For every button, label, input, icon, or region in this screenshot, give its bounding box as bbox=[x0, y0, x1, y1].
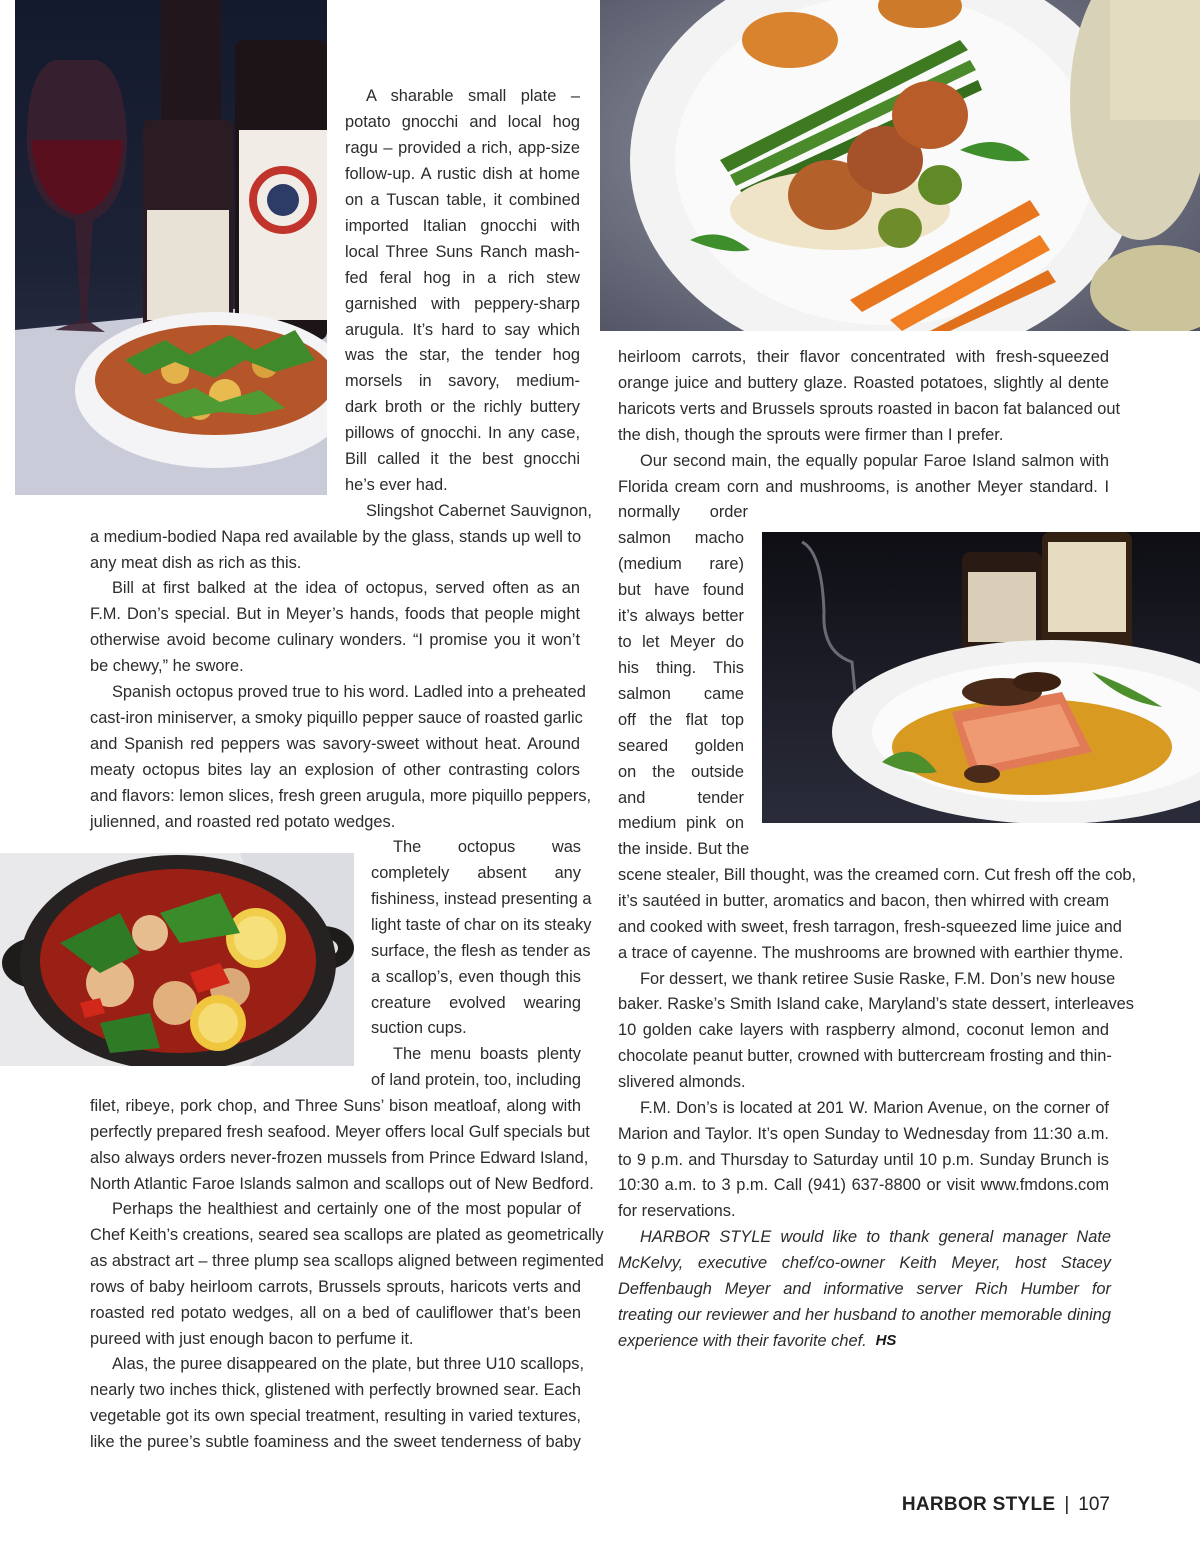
text-line: fishiness, instead presenting a bbox=[371, 890, 592, 908]
text-line: suction cups. bbox=[371, 1019, 467, 1037]
text-line: a trace of cayenne. The mushrooms are browned with earthier thyme. bbox=[618, 944, 1124, 962]
text-line: normally order bbox=[618, 503, 748, 521]
closing-text: experience with their favorite chef. bbox=[618, 1332, 867, 1350]
text-line: perfectly prepared fresh seafood. Meyer offers local Gulf specials but bbox=[90, 1123, 590, 1141]
text-line: Florida cream corn and mushrooms, is another Meyer standard. I bbox=[618, 478, 1109, 496]
text-line: 10:30 a.m. to 3 p.m. Call (941) 637-8800 or visit www.fmdons.com bbox=[618, 1176, 1109, 1194]
text-line: it’s sautéed in butter, aromatics and bacon, then whirred with cream bbox=[618, 892, 1109, 910]
text-line: also always orders never-frozen mussels from Prince Edward Island, bbox=[90, 1149, 589, 1167]
text-line: 10 golden cake layers with raspberry almond, coconut lemon and bbox=[618, 1021, 1109, 1039]
text-line: dark broth or the richly buttery bbox=[345, 398, 580, 416]
text-line: imported Italian gnocchi with bbox=[345, 217, 580, 235]
text-line: For dessert, we thank retiree Susie Raske, F.M. Don’s new house bbox=[640, 970, 1116, 988]
text-line: Slingshot Cabernet Sauvignon, bbox=[366, 502, 592, 520]
text-line: haricots verts and Brussels sprouts roasted in bacon fat balanced out bbox=[618, 400, 1121, 418]
text-line: Chef Keith’s creations, seared sea scallops are plated as geometrically bbox=[90, 1226, 604, 1244]
harbor-style-end-mark bbox=[871, 1331, 901, 1358]
end-mark-text: HS bbox=[875, 1332, 897, 1349]
text-line: pureed with just enough bacon to perfume it. bbox=[90, 1330, 414, 1348]
text-line: HARBOR STYLE would like to thank general manager Nate bbox=[640, 1228, 1111, 1246]
text-line: off the flat top bbox=[618, 711, 744, 729]
text-line: (medium rare) bbox=[618, 555, 744, 573]
text-line: F.M. Don’s is located at 201 W. Marion Avenue, on the corner of bbox=[640, 1099, 1109, 1117]
text-line: orange juice and buttery glaze. Roasted potatoes, slightly al dente bbox=[618, 374, 1109, 392]
text-line: follow-up. A rustic dish at home bbox=[345, 165, 580, 183]
text-line: scene stealer, Bill thought, was the creamed corn. Cut fresh off the cob, bbox=[618, 866, 1137, 884]
text-line: Deffenbaugh Meyer and informative server Rich Humber for bbox=[618, 1280, 1111, 1298]
text-line: of land protein, too, including bbox=[371, 1071, 581, 1089]
text-line: rows of baby heirloom carrots, Brussels sprouts, haricots verts and bbox=[90, 1278, 581, 1296]
text-line: ragu – provided a rich, app-size bbox=[345, 139, 580, 157]
text-line: baker. Raske’s Smith Island cake, Maryland’s state dessert, interleaves bbox=[618, 995, 1134, 1013]
text-line: heirloom carrots, their flavor concentrated with fresh-squeezed bbox=[618, 348, 1109, 366]
text-line: slivered almonds. bbox=[618, 1073, 746, 1091]
scallops-photo bbox=[600, 0, 1200, 331]
text-line: on the outside bbox=[618, 763, 744, 781]
text-line: nearly two inches thick, glistened with perfectly browned sear. Each bbox=[90, 1381, 581, 1399]
text-line: light taste of char on its steaky bbox=[371, 916, 592, 934]
text-line: filet, ribeye, pork chop, and Three Suns’ bison meatloaf, along with bbox=[90, 1097, 581, 1115]
text-line: his thing. This bbox=[618, 659, 744, 677]
octopus-photo bbox=[0, 853, 354, 1066]
text-line: he’s ever had. bbox=[345, 476, 448, 494]
page-footer bbox=[902, 1494, 1110, 1516]
footer-divider: | bbox=[1064, 1494, 1070, 1515]
text-line: morsels in savory, medium- bbox=[345, 372, 580, 390]
text-line: be chewy,” he swore. bbox=[90, 657, 244, 675]
text-line: for reservations. bbox=[618, 1202, 736, 1220]
text-line: Bill called it the best gnocchi bbox=[345, 450, 580, 468]
text-line: A sharable small plate – bbox=[366, 87, 580, 105]
page-number: 107 bbox=[1078, 1494, 1110, 1515]
text-line: creature evolved wearing bbox=[371, 994, 581, 1012]
text-line: and cooked with sweet, fresh tarragon, fresh-squeezed lime juice and bbox=[618, 918, 1122, 936]
text-line: julienned, and roasted red potato wedges. bbox=[90, 813, 396, 831]
text-line: salmon came bbox=[618, 685, 744, 703]
text-line: roasted red potato wedges, all on a bed of cauliflower that’s been bbox=[90, 1304, 581, 1322]
text-line: and tender bbox=[618, 789, 744, 807]
text-line: garnished with peppery-sharp bbox=[345, 295, 580, 313]
text-line: F.M. Don’s special. But in Meyer’s hands, foods that people might bbox=[90, 605, 580, 623]
text-line: North Atlantic Faroe Islands salmon and scallops out of New Bedford. bbox=[90, 1175, 594, 1193]
text-line: completely absent any bbox=[371, 864, 581, 882]
text-line: on a Tuscan table, it combined bbox=[345, 191, 580, 209]
text-line: was the star, the tender hog bbox=[345, 346, 580, 364]
text-line: The menu boasts plenty bbox=[393, 1045, 581, 1063]
text-line: arugula. It’s hard to say which bbox=[345, 321, 580, 339]
text-line: surface, the flesh as tender as bbox=[371, 942, 591, 960]
text-line: local Three Suns Ranch mash- bbox=[345, 243, 580, 261]
text-line: a medium-bodied Napa red available by the glass, stands up well to bbox=[90, 528, 582, 546]
text-line: chocolate peanut butter, crowned with buttercream frosting and thin- bbox=[618, 1047, 1112, 1065]
text-line: to let Meyer do bbox=[618, 633, 744, 651]
text-line: cast-iron miniserver, a smoky piquillo pepper sauce of roasted garlic bbox=[90, 709, 583, 727]
text-line: any meat dish as rich as this. bbox=[90, 554, 302, 572]
text-line: the inside. But the bbox=[618, 840, 750, 858]
text-line: Alas, the puree disappeared on the plate, but three U10 scallops, bbox=[112, 1355, 584, 1373]
magazine-name: HARBOR STYLE bbox=[901, 1494, 1056, 1515]
text-line: Bill at first balked at the idea of octopus, served often as an bbox=[112, 579, 580, 597]
text-line: salmon macho bbox=[618, 529, 744, 547]
text-line: vegetable got its own special treatment, resulting in varied textures, bbox=[90, 1407, 581, 1425]
text-line: but have found bbox=[618, 581, 744, 599]
text-line: the dish, though the sprouts were firmer than I prefer. bbox=[618, 426, 1004, 444]
text-line: as abstract art – three plump sea scallops aligned between regimented bbox=[90, 1252, 604, 1270]
text-line: seared golden bbox=[618, 737, 744, 755]
text-line: The octopus was bbox=[393, 838, 581, 856]
text-line: and flavors: lemon slices, fresh green arugula, more piquillo peppers, bbox=[90, 787, 592, 805]
text-line: meaty octopus bites lay an explosion of other contrasting colors bbox=[90, 761, 580, 779]
text-line: Marion and Taylor. It’s open Sunday to Wednesday from 11:30 a.m. bbox=[618, 1125, 1109, 1143]
text-line: Our second main, the equally popular Faroe Island salmon with bbox=[640, 452, 1109, 470]
text-line: medium pink on bbox=[618, 814, 744, 832]
text-line bbox=[618, 1329, 1111, 1358]
text-line: McKelvy, executive chef/co-owner Keith Meyer, host Stacey bbox=[618, 1254, 1111, 1272]
text-line: it’s always better bbox=[618, 607, 744, 625]
text-line: treating our reviewer and her husband to another memorable dining bbox=[618, 1306, 1111, 1324]
text-line: pillows of gnocchi. In any case, bbox=[345, 424, 580, 442]
salmon-photo bbox=[762, 532, 1200, 823]
text-line: to 9 p.m. and Thursday to Saturday until 10 p.m. Sunday Brunch is bbox=[618, 1151, 1109, 1169]
text-line: potato gnocchi and local hog bbox=[345, 113, 580, 131]
text-line: like the puree’s subtle foaminess and the sweet tenderness of baby bbox=[90, 1433, 581, 1451]
text-line: Spanish octopus proved true to his word. Ladled into a preheated bbox=[112, 683, 586, 701]
text-line: otherwise avoid become culinary wonders. “I promise you it won’t bbox=[90, 631, 580, 649]
text-line: and Spanish red peppers was savory-sweet without heat. Around bbox=[90, 735, 580, 753]
text-line: fed feral hog in a rich stew bbox=[345, 269, 580, 287]
text-line: a scallop’s, even though this bbox=[371, 968, 581, 986]
text-line: Perhaps the healthiest and certainly one of the most popular of bbox=[112, 1200, 581, 1218]
gnocchi-photo bbox=[15, 0, 327, 495]
